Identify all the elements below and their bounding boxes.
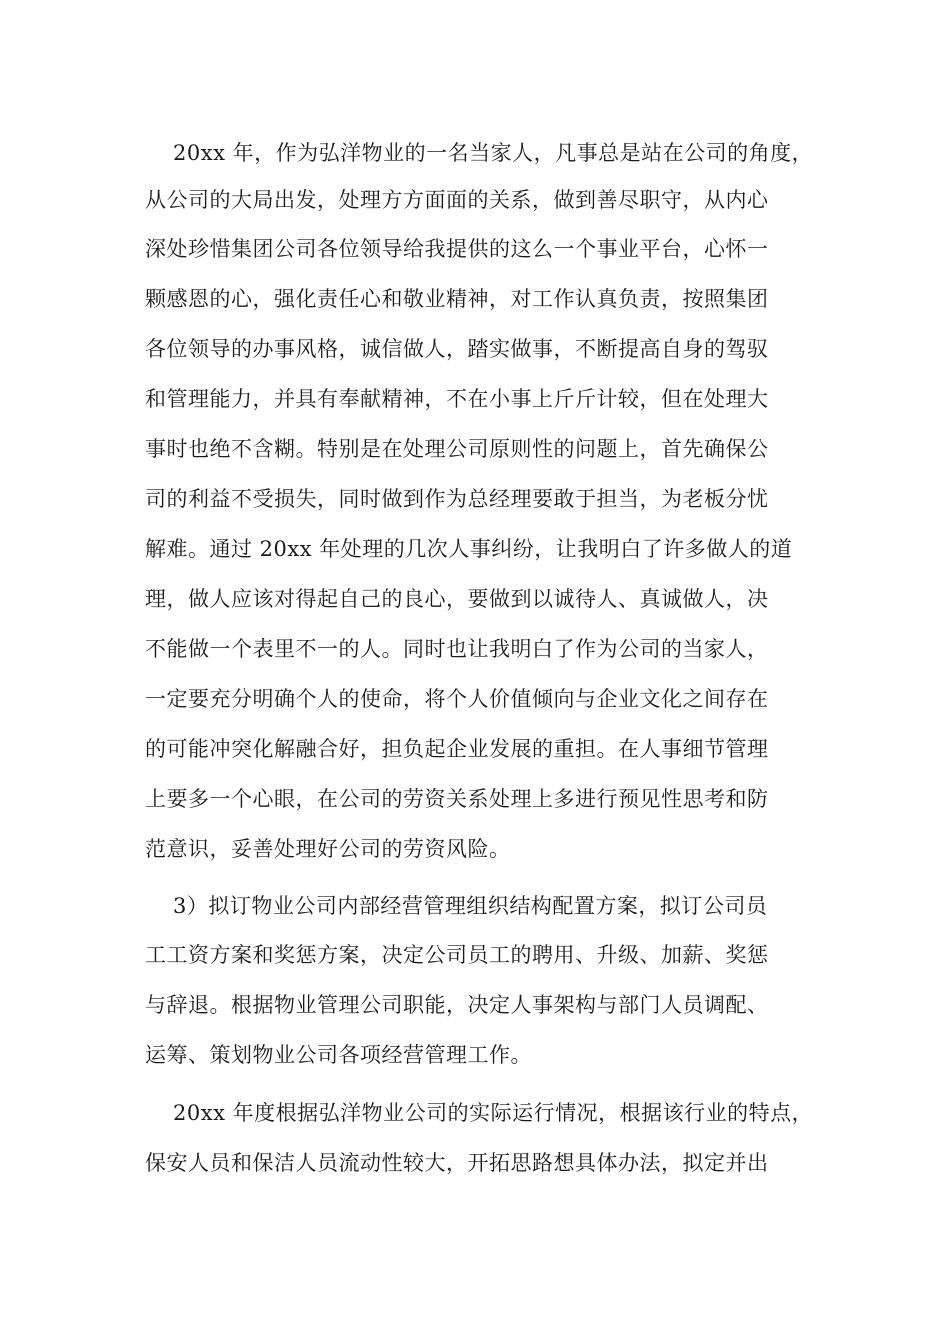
text-line: 保安人员和保洁人员流动性较大，开拓思路想具体办法，拟定并出: [145, 1151, 769, 1175]
text-line: 从公司的大局出发，处理方方面面的关系，做到善尽职守，从内心: [145, 188, 769, 212]
text-line: 深处珍惜集团公司各位领导给我提供的这么一个事业平台，心怀一: [145, 237, 769, 261]
text-line: 运筹、策划物业公司各项经营管理工作。: [145, 1043, 532, 1067]
text-line: 一定要充分明确个人的使命，将个人价值倾向与企业文化之间存在: [145, 687, 769, 711]
text-line: 范意识，妥善处理好公司的劳资风险。: [145, 837, 511, 861]
text-line: 解难。通过 20xx 年处理的几次人事纠纷，让我明白了许多做人的道: [145, 537, 793, 561]
text-line: 颗感恩的心，强化责任心和敬业精神，对工作认真负责，按照集团: [145, 287, 769, 311]
text-line: 与辞退。根据物业管理公司职能，决定人事架构与部门人员调配、: [145, 993, 769, 1017]
text-line: 事时也绝不含糊。特别是在处理公司原则性的问题上，首先确保公: [145, 437, 769, 461]
text-line: 20xx 年，作为弘洋物业的一名当家人，凡事总是站在公司的角度，: [173, 141, 814, 165]
text-line: 理，做人应该对得起自己的良心，要做到以诚待人、真诚做人，决: [145, 587, 769, 611]
text-line: 司的利益不受损失，同时做到作为总经理要敢于担当，为老板分忧: [145, 487, 769, 511]
text-line: 工工资方案和奖惩方案，决定公司员工的聘用、升级、加薪、奖惩: [145, 943, 769, 967]
text-line: 3）拟订物业公司内部经营管理组织结构配置方案，拟订公司员: [173, 894, 768, 918]
text-line: 的可能冲突化解融合好，担负起企业发展的重担。在人事细节管理: [145, 737, 769, 761]
text-line: 不能做一个表里不一的人。同时也让我明白了作为公司的当家人，: [145, 637, 769, 661]
text-line: 上要多一个心眼，在公司的劳资关系处理上多进行预见性思考和防: [145, 787, 769, 811]
text-line: 20xx 年度根据弘洋物业公司的实际运行情况，根据该行业的特点，: [173, 1101, 814, 1125]
text-line: 各位领导的办事风格，诚信做人，踏实做事，不断提高自身的驾驭: [145, 337, 769, 361]
text-line: 和管理能力，并具有奉献精神，不在小事上斤斤计较，但在处理大: [145, 387, 769, 411]
